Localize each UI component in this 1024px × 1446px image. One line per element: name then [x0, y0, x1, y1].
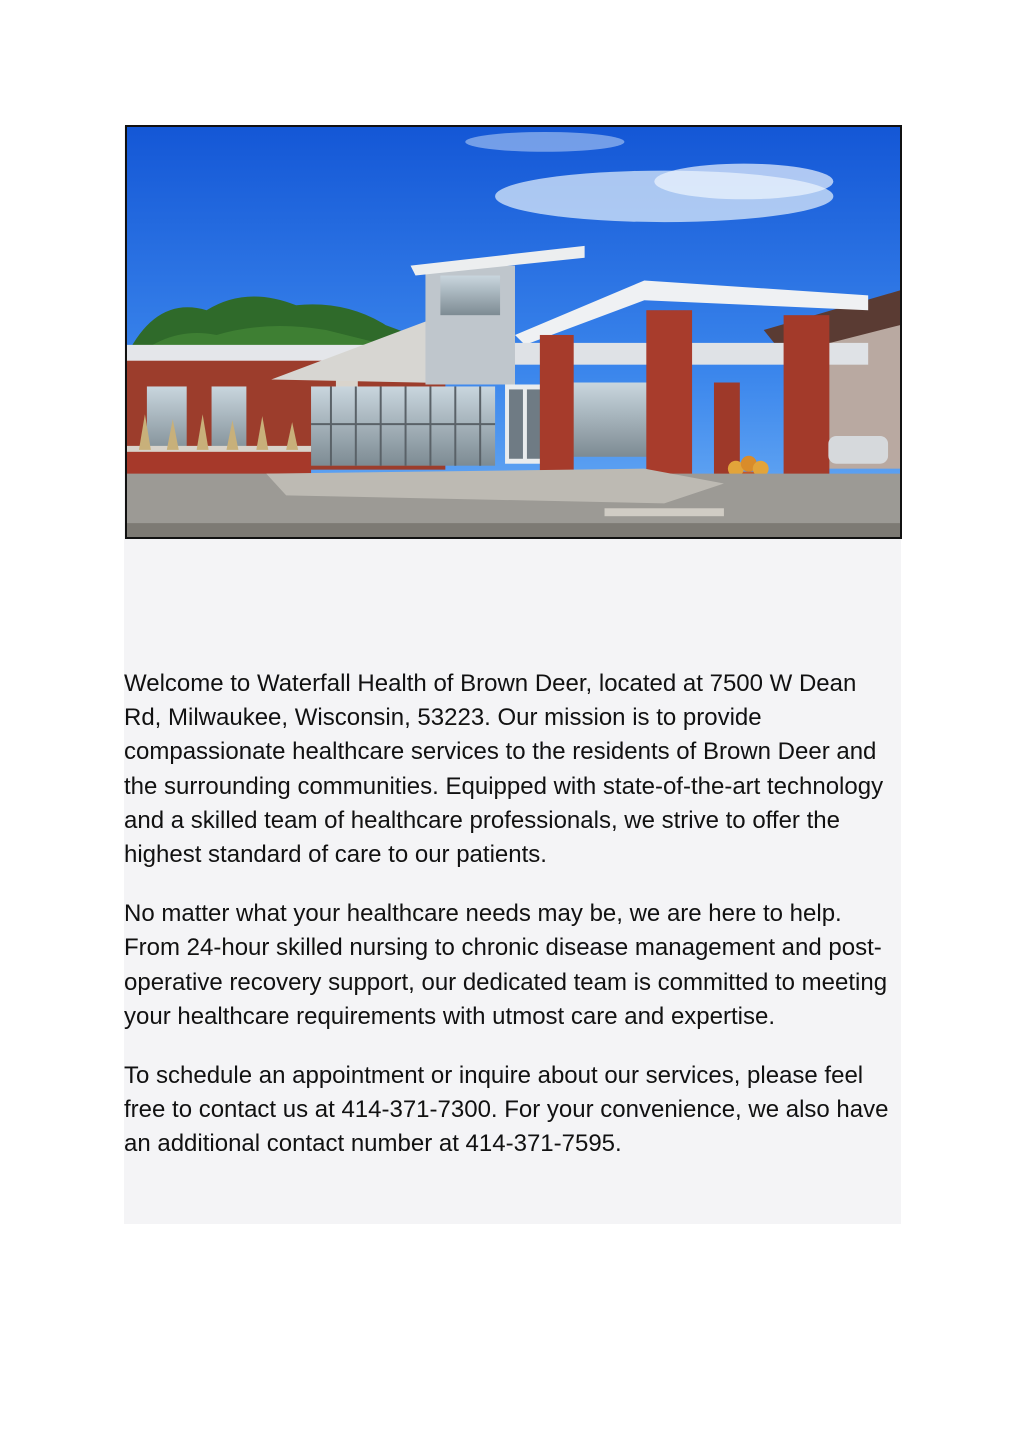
building-illustration [127, 127, 900, 537]
building-photo [125, 125, 902, 539]
intro-text [124, 667, 900, 1187]
services-paragraph: No matter what your healthcare needs may be, we are here to help. From 24-hour skilled nursing to chronic disease management and post-operative recovery support, our dedicated team is committed to meeting your healthcare requirements with utmost care and expertise. [124, 900, 888, 1030]
contact-paragraph: To schedule an appointment or inquire about our services, please feel free to contact us at 414-371-7300. For your convenience, we also have an additional contact number at 414-371-7595. [124, 1062, 889, 1158]
welcome-paragraph: Welcome to Waterfall Health of Brown Deer, located at 7500 W Dean Rd, Milwaukee, Wisconsin, 53223. Our mission is to provide compassionate healthcare services to the residents of Brown Deer and the surrounding communities. Equipped with state-of-the-art technology and a skilled team of healthcare professionals, we strive to offer the highest standard of care to our patients. [124, 670, 884, 869]
